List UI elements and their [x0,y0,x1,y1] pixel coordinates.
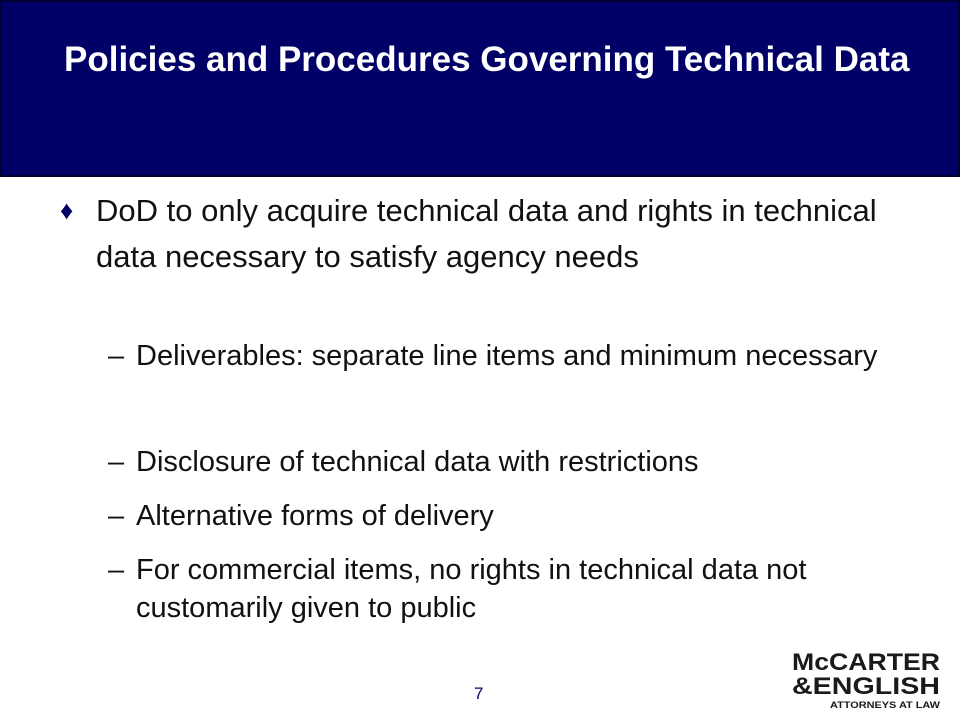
logo-line1: McCARTER [792,649,940,676]
mccarter-english-logo [790,648,942,712]
page-number: 7 [474,684,484,703]
logo-tagline: ATTORNEYS AT LAW [830,700,941,710]
dash-marker: – [108,500,125,532]
sub-bullet-text: Alternative forms of delivery [136,500,494,532]
logo-line2: &ENGLISH [792,673,940,700]
dash-marker: – [108,446,125,478]
dash-marker: – [108,340,125,372]
dash-marker: – [108,554,125,586]
sub-bullet-text: Deliverables: separate line items and minimum necessary [136,340,878,372]
slide-title: Policies and Procedures Governing Technical Data [64,40,910,79]
title-bar [0,0,960,177]
diamond-bullet-icon: ♦ [60,195,74,225]
sub-bullet-text: Disclosure of technical data with restrictions [136,446,699,478]
main-bullet-text: DoD to only acquire technical data and rights in technical data necessary to satisfy agency needs [96,193,877,274]
sub-bullet-text: For commercial items, no rights in technical data not customarily given to public [136,554,807,624]
